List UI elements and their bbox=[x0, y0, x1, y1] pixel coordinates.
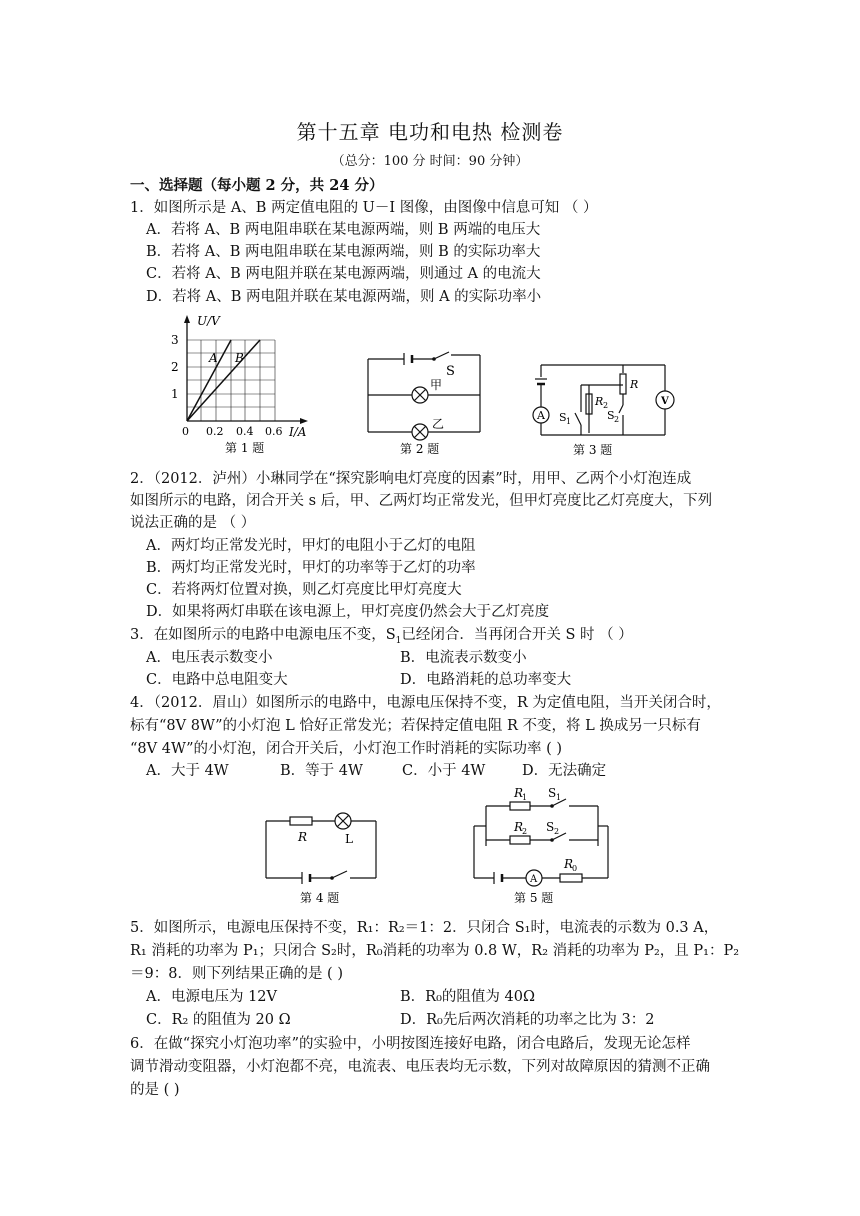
q5-line-2: R₁ 消耗的功率为 P₁；只闭合 S₂时，R₀消耗的功率为 0.8 W，R₂ 消耗的功率为 P₂，且 P₁：P₂ bbox=[130, 943, 740, 959]
s2-sub: 2 bbox=[554, 827, 560, 836]
q3-stem bbox=[130, 625, 633, 651]
q6-line-2: 调节滑动变阻器，小灯泡都不亮，电流表、电压表均无示数，下列对故障原因的猜测不正确 bbox=[130, 1059, 710, 1075]
y-axis-label: U/V bbox=[197, 314, 220, 328]
switch-pivot bbox=[432, 357, 436, 361]
q3-stem-part-a: 3．在如图所示的电路中电源电压不变，S bbox=[130, 627, 396, 643]
s1-sub: 1 bbox=[556, 793, 562, 802]
s1-label: S bbox=[559, 411, 567, 424]
q4-line-1: 4．（2012．眉山）如图所示的电路中，电源电压保持不变，R 为定值电阻，当开关闭合时， bbox=[130, 695, 721, 711]
figure-5-caption: 第 5 题 bbox=[514, 891, 554, 905]
s1-pivot bbox=[550, 804, 554, 808]
q4-option-a: A．大于 4W bbox=[146, 763, 229, 779]
r0-label: R bbox=[564, 857, 574, 871]
y-tick-3: 3 bbox=[171, 333, 179, 347]
q1-stem: 1．如图所示是 A、B 两定值电阻的 U－I 图像，由图像中信息可知 （ ） bbox=[130, 200, 598, 216]
figure-3-caption: 第 3 题 bbox=[573, 443, 613, 457]
x-axis-label: I/A bbox=[289, 425, 307, 439]
figure-4-circuit bbox=[258, 808, 388, 908]
s1-sub: 1 bbox=[566, 417, 572, 426]
q2-line-1: 2．（2012．泸州）小琳同学在“探究影响电灯亮度的因素”时，用甲、乙两个小灯泡连成 bbox=[130, 471, 692, 487]
s2-sub: 2 bbox=[614, 415, 620, 424]
q5-option-c: C．R₂ 的阻值为 20 Ω bbox=[146, 1012, 291, 1028]
r1-label: R bbox=[514, 786, 524, 800]
page-title: 第十五章 电功和电热 检测卷 bbox=[296, 120, 564, 144]
x-tick-0: 0 bbox=[182, 425, 189, 438]
q2-option-c: C．若将两灯位置对换，则乙灯亮度比甲灯亮度大 bbox=[146, 582, 462, 598]
r-label: R bbox=[298, 830, 308, 844]
line-b-label: B bbox=[235, 351, 244, 365]
q5-line-3: ＝9：8．则下列结果正确的是 ( ) bbox=[130, 966, 343, 982]
s1-label: S bbox=[548, 786, 557, 800]
figure-1-ui-graph bbox=[165, 312, 315, 457]
r2-sub: 2 bbox=[603, 401, 609, 410]
figure-2-circuit bbox=[360, 345, 490, 457]
r2-label: R bbox=[514, 820, 524, 834]
line-a-label: A bbox=[209, 351, 218, 365]
q4-option-b: B．等于 4W bbox=[280, 763, 363, 779]
q3-option-a: A．电压表示数变小 bbox=[146, 650, 273, 666]
q1-option-c: C．若将 A、B 两电阻并联在某电源两端，则通过 A 的电流大 bbox=[146, 266, 541, 282]
y-axis-arrow bbox=[184, 315, 190, 323]
section-heading: 一、选择题（每小题 2 分，共 24 分） bbox=[130, 177, 384, 194]
q3-option-c: C．电路中总电阻变大 bbox=[146, 672, 288, 688]
y-tick-2: 2 bbox=[171, 360, 179, 374]
switch-label: S bbox=[446, 364, 455, 379]
q4-option-c: C．小于 4W bbox=[402, 763, 486, 779]
x-tick-02: 0.2 bbox=[206, 425, 224, 438]
q6-line-1: 6．在做“探究小灯泡功率”的实验中，小明按图连接好电路，闭合电路后，发现无论怎样 bbox=[130, 1036, 691, 1052]
s2-pivot bbox=[550, 838, 554, 842]
lamp-jia-label: 甲 bbox=[430, 378, 443, 392]
q5-option-a: A．电源电压为 12V bbox=[146, 989, 278, 1005]
q6-line-3: 的是 ( ) bbox=[130, 1082, 180, 1098]
y-tick-1: 1 bbox=[171, 387, 179, 401]
q4-option-d: D．无法确定 bbox=[522, 763, 607, 779]
voltmeter-label: V bbox=[661, 396, 669, 407]
r2-sub: 2 bbox=[522, 827, 528, 836]
q2-option-b: B．两灯均正常发光时，甲灯的功率等于乙灯的功率 bbox=[146, 560, 476, 576]
figure-4-caption: 第 4 题 bbox=[300, 891, 340, 905]
lamp-yi-label: 乙 bbox=[432, 417, 445, 431]
r0-sub: 0 bbox=[572, 864, 578, 873]
q4-line-2: 标有“8V 8W”的小灯泡 L 恰好正常发光；若保持定值电阻 R 不变，将 L 换成另一只标有 bbox=[130, 718, 701, 734]
resistor-r1 bbox=[510, 802, 530, 810]
resistor-r bbox=[290, 817, 312, 825]
exam-info: （总分：100 分 时间：90 分钟） bbox=[331, 154, 529, 169]
figure-1-caption: 第 1 题 bbox=[225, 441, 265, 455]
q2-line-2: 如图所示的电路，闭合开关 s 后，甲、乙两灯均正常发光，但甲灯亮度比乙灯亮度大，下列 bbox=[130, 493, 713, 509]
q2-option-d: D．如果将两灯串联在该电源上，甲灯亮度仍然会大于乙灯亮度 bbox=[146, 604, 550, 620]
l-label: L bbox=[345, 832, 353, 846]
q1-option-d: D．若将 A、B 两电阻并联在某电源两端，则 A 的实际功率小 bbox=[146, 289, 542, 305]
resistor-r2 bbox=[510, 836, 530, 844]
q3-option-b: B．电流表示数变小 bbox=[400, 650, 527, 666]
r2-label: R bbox=[595, 395, 604, 408]
resistor-r0 bbox=[560, 874, 582, 882]
q1-option-a: A．若将 A、B 两电阻串联在某电源两端，则 B 两端的电压大 bbox=[146, 222, 541, 238]
q5-option-b: B．R₀的阻值为 40Ω bbox=[400, 989, 535, 1005]
q5-option-d: D．R₀先后两次消耗的功率之比为 3：2 bbox=[400, 1012, 655, 1028]
figure-2-caption: 第 2 题 bbox=[400, 442, 440, 456]
x-axis-arrow bbox=[300, 418, 308, 424]
q2-option-a: A．两灯均正常发光时，甲灯的电阻小于乙灯的电阻 bbox=[146, 538, 476, 554]
r1-sub: 1 bbox=[522, 793, 528, 802]
q3-option-d: D．电路消耗的总功率变大 bbox=[400, 672, 572, 688]
line-b bbox=[187, 340, 260, 421]
q5-line-1: 5．如图所示，电源电压保持不变，R₁：R₂＝1：2．只闭合 S₁时，电流表的示数为 0.3 A， bbox=[130, 920, 719, 936]
figure-3-circuit bbox=[525, 357, 685, 459]
switch-pivot bbox=[330, 876, 334, 880]
r-label: R bbox=[630, 378, 639, 391]
q3-stem-part-b: 已经闭合．当再闭合开关 S 时 （ ） bbox=[401, 627, 633, 643]
x-tick-06: 0.6 bbox=[265, 425, 283, 438]
s2-label: S bbox=[546, 820, 555, 834]
q2-line-3: 说法正确的是 （ ） bbox=[130, 515, 256, 531]
x-tick-04: 0.4 bbox=[236, 425, 254, 438]
ammeter-label: A bbox=[530, 874, 538, 885]
graph-grid bbox=[187, 340, 275, 421]
q1-option-b: B．若将 A、B 两电阻串联在某电源两端，则 B 的实际功率大 bbox=[146, 244, 541, 260]
ammeter-label: A bbox=[537, 409, 545, 422]
q4-line-3: “8V 4W”的小灯泡，闭合开关后，小灯泡工作时消耗的实际功率 ( ) bbox=[130, 741, 563, 757]
figure-5-circuit bbox=[466, 786, 616, 908]
s2-label: S bbox=[607, 409, 615, 422]
q3-stem-sub: 1 bbox=[395, 635, 402, 646]
